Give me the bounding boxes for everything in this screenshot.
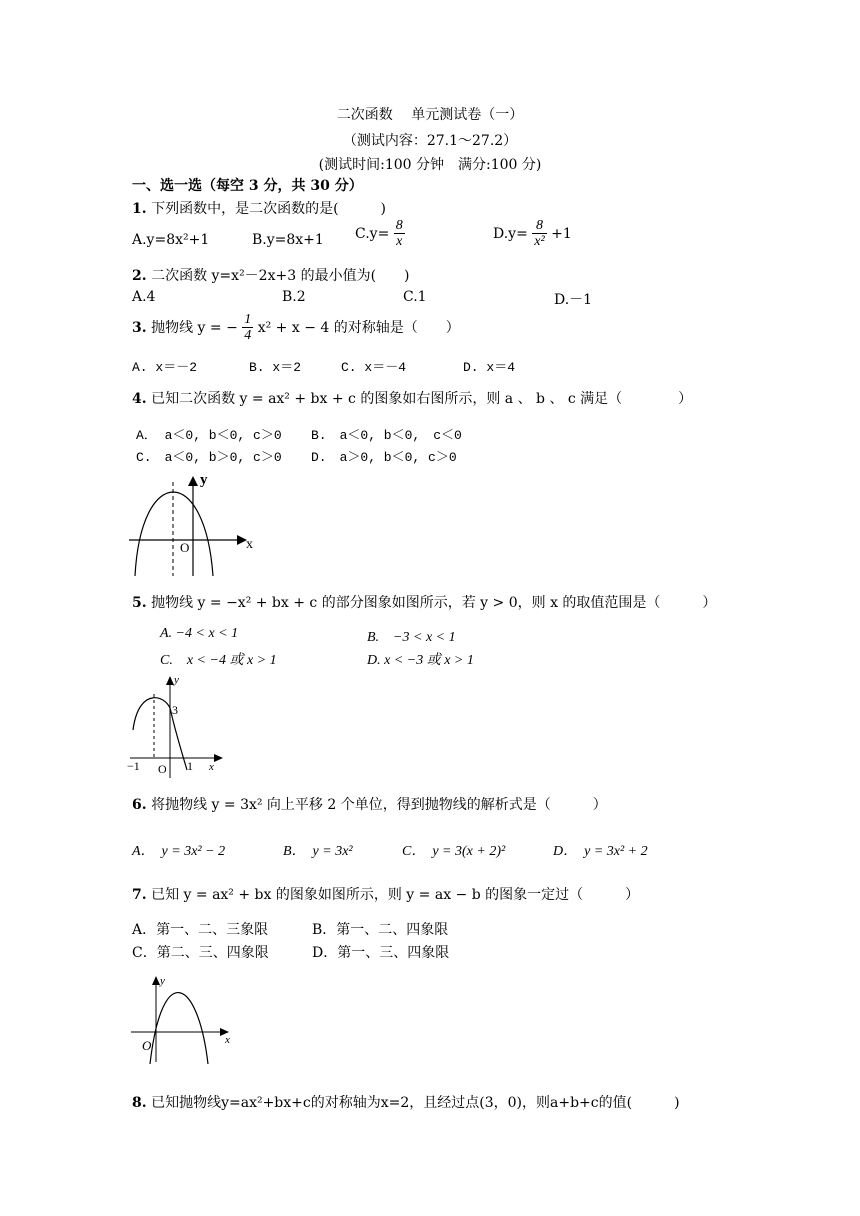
q7-option-d[interactable]: D．第一、三、四象限 — [312, 945, 450, 961]
parabola-curve — [150, 993, 208, 1064]
question-stem: 已知抛物线y=ax²+bx+c的对称轴为x=2，且经过点(3，0)，则a+b+c的值( ) — [151, 1095, 680, 1111]
q1-option-d[interactable]: D.y= $\frac{8}{\text{x²}}$ +1 — [493, 218, 572, 250]
q4-option-c[interactable]: C. a＜0, b＞0, c＞0 — [136, 450, 282, 465]
question-5 — [132, 592, 716, 612]
q7-option-a[interactable]: A．第一、二、三象限 — [132, 922, 269, 938]
question-number: 2. — [132, 268, 147, 284]
y-label: y — [160, 975, 165, 987]
y-label: y — [200, 472, 208, 488]
x-label: x — [225, 1034, 230, 1046]
question-7 — [132, 884, 639, 904]
question-stem: 抛物线 y = −x² + bx + c 的部分图象如图所示，若 y > 0，则 x 的取值范围是（ ） — [151, 595, 717, 611]
question-number: 6. — [132, 797, 147, 813]
question-8 — [132, 1092, 680, 1112]
parabola-curve — [133, 698, 187, 770]
question-stem: 已知二次函数 y = ax² + bx + c 的图象如右图所示，则 a 、 b 、 c 满足（ ） — [151, 391, 693, 407]
tick-label-1: 1 — [187, 759, 193, 773]
q4-option-d[interactable]: D. a＞0, b＜0, c＞0 — [311, 450, 457, 465]
q6-option-b[interactable]: B． y = 3x² — [283, 844, 353, 859]
y-axis-arrow-icon — [166, 676, 174, 685]
question-number: 4. — [132, 391, 147, 407]
section-heading: 一、选一选（每空 3 分，共 30 分） — [132, 178, 363, 194]
q5-option-d[interactable]: D. x < −3 或 x > 1 — [367, 653, 474, 668]
question-number: 3. — [132, 319, 147, 336]
q4-parabola-graph — [125, 468, 260, 580]
q2-option-d[interactable]: D.－1 — [554, 292, 593, 308]
q4-option-a[interactable]: A． a＜0, b＜0, c＞0 — [136, 428, 282, 443]
q2-option-a[interactable]: A.4 — [132, 289, 156, 305]
q7-option-c[interactable]: C．第二、三、四象限 — [132, 945, 269, 961]
q5-option-b[interactable]: B. −3 < x < 1 — [367, 630, 456, 645]
origin-label: O — [180, 540, 190, 555]
q3-option-d[interactable]: D. x＝4 — [463, 360, 516, 375]
parabola-curve — [135, 492, 213, 576]
exam-meta: (测试时间:100 分钟 满分:100 分) — [318, 157, 542, 173]
q1-option-a[interactable]: A.y=8x²+1 — [132, 232, 210, 248]
y-intercept-label: 3 — [172, 703, 178, 717]
q2-option-b[interactable]: B.2 — [282, 289, 306, 305]
question-2 — [132, 265, 410, 285]
y-label: y — [174, 674, 179, 686]
q6-option-c[interactable]: C． y = 3(x + 2)² — [402, 844, 506, 859]
q6-option-d[interactable]: D． y = 3x² + 2 — [553, 844, 648, 859]
question-4 — [132, 388, 692, 408]
x-axis-arrow-icon — [214, 754, 223, 762]
exam-title: 二次函数 单元测试卷（一） — [336, 107, 524, 123]
q3-option-b[interactable]: B. x＝2 — [249, 360, 302, 375]
question-stem: 将抛物线 y = 3x² 向上平移 2 个单位，得到抛物线的解析式是（ ） — [151, 797, 607, 813]
x-label: x — [246, 537, 253, 552]
q5-option-c[interactable]: C. x < −4 或 x > 1 — [160, 653, 277, 668]
question-number: 5. — [132, 595, 147, 611]
question-6 — [132, 794, 607, 814]
question-stem: 二次函数 y=x²－2x+3 的最小值为( ) — [151, 268, 410, 284]
question-stem: 已知 y = ax² + bx 的图象如图所示，则 y = ax − b 的图象一定过（ ） — [151, 887, 640, 903]
q2-option-c[interactable]: C.1 — [403, 289, 427, 305]
q7-option-b[interactable]: B．第一、二、四象限 — [312, 922, 449, 938]
tick-label-neg1: −1 — [127, 759, 140, 773]
origin-label: O — [158, 762, 167, 776]
y-axis-arrow-icon — [188, 476, 198, 486]
question-3: 3. 抛物线 y = − $\frac{1}{4}$ x² + x − 4 的对称轴是（ ） — [132, 312, 460, 344]
q4-option-b[interactable]: B. a＜0, b＜0, c＜0 — [311, 428, 462, 443]
q3-option-c[interactable]: C. x＝－4 — [341, 360, 407, 375]
origin-label: O — [142, 1038, 152, 1053]
q3-option-a[interactable]: A. x＝－2 — [132, 360, 198, 375]
q6-option-a[interactable]: A． y = 3x² − 2 — [132, 844, 226, 859]
q7-parabola-graph — [128, 970, 238, 1065]
q5-parabola-graph — [125, 670, 230, 780]
question-1 — [132, 198, 386, 218]
question-number: 7. — [132, 887, 147, 903]
q1-option-c[interactable]: C.y= $\frac{8}{x}$ — [355, 218, 403, 250]
q1-option-b[interactable]: B.y=8x+1 — [252, 232, 324, 248]
exam-subtitle: （测试内容：27.1～27.2） — [342, 133, 518, 149]
question-number: 8. — [132, 1095, 147, 1111]
question-number: 1. — [132, 201, 147, 217]
question-stem: 下列函数中，是二次函数的是( ) — [151, 201, 387, 217]
y-axis-arrow-icon — [152, 976, 160, 985]
x-label: x — [209, 761, 214, 773]
q5-option-a[interactable]: A. −4 < x < 1 — [160, 626, 239, 641]
